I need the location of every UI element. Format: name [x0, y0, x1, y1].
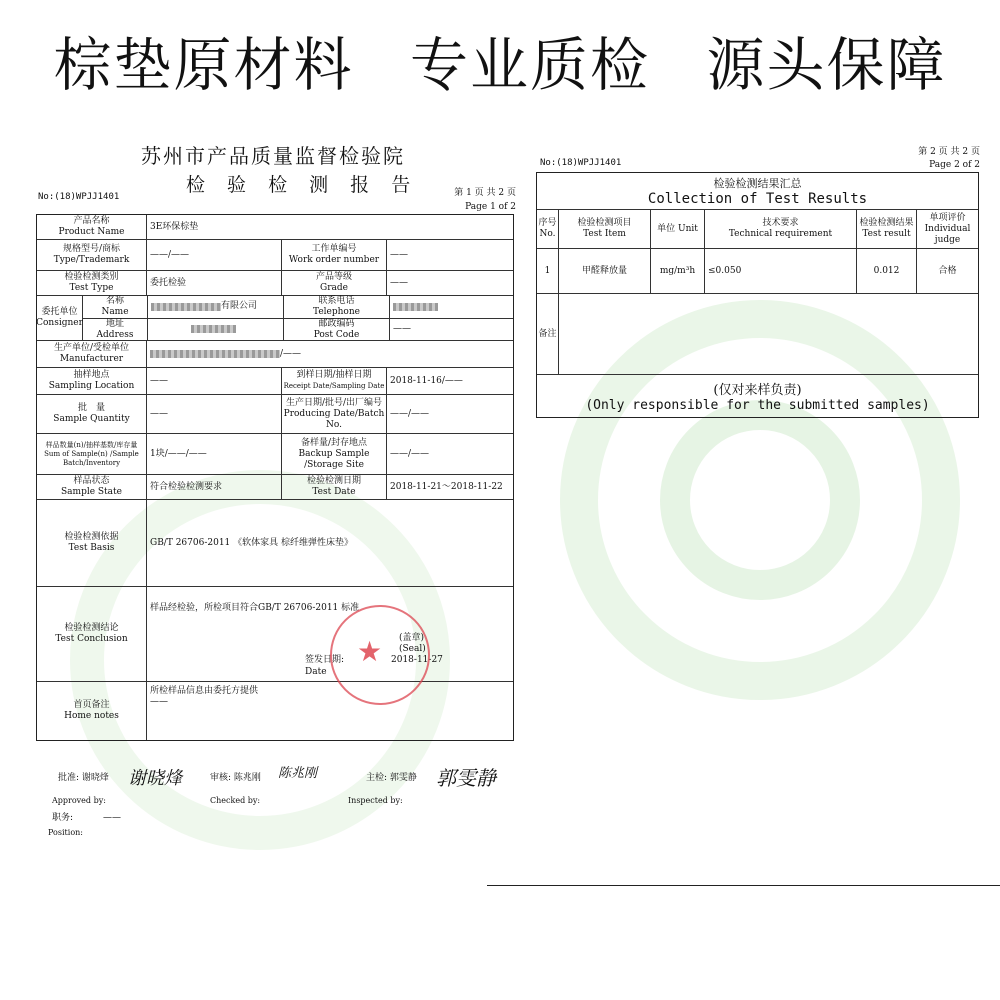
- value-cell: 2018-11-21～2018-11-22: [390, 481, 503, 492]
- label-cell: 生产单位/受检单位 Manufacturer: [37, 341, 147, 367]
- institute-name: 苏州市产品质量监督检验院: [141, 144, 405, 168]
- cell-requirement: ≤0.050: [705, 249, 857, 293]
- remark-label: 备注: [537, 294, 559, 374]
- cell-item: 甲醛释放量: [559, 249, 651, 293]
- value-cell: ——/——: [390, 408, 430, 419]
- cell-seq: 1: [537, 249, 559, 293]
- value-cell: ——/——: [147, 240, 282, 270]
- header-cell: 技术要求 Technical requirement: [705, 210, 857, 248]
- checked-label: 审核: 陈兆刚: [210, 773, 261, 783]
- results-title-en: Collection of Test Results: [647, 191, 868, 207]
- header-cell: 序号 No.: [537, 210, 559, 248]
- redacted-text: [151, 303, 221, 311]
- label-cell: 联系电话 Telephone: [284, 296, 389, 319]
- value-cell: GB/T 26706-2011 《软体家具 棕纤维弹性床垫》: [150, 537, 353, 548]
- header-cell: 检验检测结果 Test result: [857, 210, 917, 248]
- table-header-row: [537, 210, 978, 249]
- label-cell: 产品名称 Product Name: [37, 215, 147, 239]
- value-cell: 所检样品信息由委托方提供 ——: [150, 686, 259, 707]
- cell-judge: 合格: [938, 265, 957, 276]
- approved-label: 批准: 谢晓烽: [58, 773, 109, 783]
- footer-en: (Only responsible for the submitted samples): [585, 398, 930, 413]
- label-cell: 样品数量(n)/抽样基数/库存量 Sum of Sample(n) /Sample Batch/Inventory: [37, 434, 147, 474]
- approved-signature: 谢晓烽: [128, 768, 182, 789]
- sub-label-group: [284, 296, 390, 340]
- results-title: [537, 173, 978, 210]
- value-cell: ——: [393, 323, 411, 334]
- value-cell: ——: [390, 249, 408, 260]
- table-row: [37, 587, 513, 682]
- value-cell: 符合检验检测要求: [147, 475, 282, 499]
- table-row: [37, 215, 513, 240]
- label-cell: 委托单位 Consigner: [37, 296, 83, 340]
- label-cell: 样品状态 Sample State: [37, 475, 147, 499]
- remark-row: [537, 294, 978, 375]
- page-zh: 第 1 页 共 2 页: [454, 188, 516, 198]
- header-cell: 单项评价 Individual judge: [924, 212, 971, 245]
- label-cell: 工作单编号 Work order number: [282, 240, 387, 270]
- table-row: [537, 249, 978, 294]
- page-indicator-p2: [890, 146, 980, 172]
- banner-title: [0, 18, 1000, 102]
- table-row: [37, 341, 513, 368]
- value-group: [390, 296, 513, 340]
- results-footer: [537, 375, 978, 417]
- watermark-ring: [660, 400, 860, 600]
- report-number-p2: No:(18)WPJJ1401: [540, 158, 622, 168]
- label-cell: 批 量 Sample Quantity: [37, 395, 147, 433]
- banner-text-2: 专业质检: [409, 31, 650, 99]
- footer-zh: (仅对来样负责): [713, 383, 802, 398]
- seal-label-en: (Seal): [399, 644, 426, 654]
- table-row: [37, 682, 513, 740]
- divider-line: [487, 885, 1000, 886]
- results-table: [536, 172, 979, 418]
- issue-date-value: 2018-11-27: [391, 655, 443, 665]
- label-cell: 地址 Address: [96, 319, 134, 340]
- label-cell: 首页备注 Home notes: [37, 682, 147, 740]
- inspected-signature: 郭雯静: [436, 766, 496, 790]
- position-en: Position:: [48, 828, 83, 837]
- label-cell: 检验检测结论 Test Conclusion: [37, 587, 147, 681]
- table-row: [37, 475, 513, 500]
- approved-by-en: Approved by:: [52, 796, 106, 805]
- redacted-text: [150, 350, 280, 358]
- table-row: [37, 368, 513, 395]
- table-row: [37, 296, 513, 341]
- value-cell: 1块/——/——: [147, 434, 282, 474]
- page-zh: 第 2 页 共 2 页: [918, 147, 980, 157]
- label-cell: 产品等级 Grade: [282, 271, 387, 295]
- inspected-label: 主检: 郭雯静: [366, 773, 417, 783]
- label-cell: 到样日期/抽样日期 Receipt Date/Sampling Date: [282, 368, 387, 394]
- table-row: [37, 434, 513, 475]
- value-cell: ——: [147, 395, 282, 433]
- value-cell: ——: [147, 368, 282, 394]
- cell-result: 0.012: [857, 249, 917, 293]
- label-cell: 检验检测依据 Test Basis: [37, 500, 147, 586]
- label-cell: 名称 Name: [83, 296, 147, 319]
- value-cell: [390, 296, 513, 319]
- report-title: 检 验 检 测 报 告: [186, 174, 419, 196]
- value-group: [148, 296, 284, 340]
- banner-text-3: 源头保障: [706, 31, 947, 99]
- redacted-text: [393, 303, 438, 311]
- checked-signature: 陈兆刚: [278, 766, 318, 781]
- table-row: [37, 395, 513, 434]
- page-indicator: [454, 186, 516, 214]
- issue-date-label-en: Date: [305, 667, 327, 677]
- value-cell: 3E环保棕垫: [150, 221, 199, 232]
- star-icon: ★: [357, 635, 383, 668]
- value-cell: 委托检验: [147, 271, 282, 295]
- label-cell: 抽样地点 Sampling Location: [37, 368, 147, 394]
- label-cell: 备样量/封存地点 Backup Sample /Storage Site: [282, 434, 387, 474]
- value-cell: 样品经检验，所检项目符合GB/T 26706-2011 标准 (盖章) (Seal) 签发日期: Date 2018-11-27: [150, 603, 443, 677]
- checked-by-en: Checked by:: [210, 796, 261, 805]
- table-row: [37, 240, 513, 271]
- report-table: [36, 214, 514, 741]
- report-number: No:(18)WPJJ1401: [38, 192, 120, 202]
- value-cell: 2018-11-16/——: [390, 375, 463, 386]
- position-label: 职务: ——: [52, 813, 122, 823]
- results-title-zh: 检验检测结果汇总: [713, 177, 802, 190]
- redacted-text: [191, 325, 236, 333]
- header-cell: 单位 Unit: [651, 210, 705, 248]
- value-cell: 有限公司: [148, 296, 283, 319]
- inspected-by-en: Inspected by:: [348, 796, 403, 805]
- seal-label: (盖章): [399, 633, 425, 643]
- page-en: Page 1 of 2: [465, 202, 516, 212]
- cell-unit: mg/m³h: [651, 249, 705, 293]
- banner-text-1: 棕垫原材料: [53, 31, 354, 99]
- label-cell: 检验检测类别 Test Type: [37, 271, 147, 295]
- remark-value: [559, 294, 978, 374]
- page-en: Page 2 of 2: [929, 160, 980, 170]
- value-cell: [148, 319, 283, 341]
- label-cell: 生产日期/批号/出厂编号 Producing Date/Batch No.: [282, 395, 387, 433]
- value-cell: /——: [147, 341, 513, 367]
- table-row: [37, 271, 513, 296]
- header-cell: 检验检测项目 Test Item: [559, 210, 651, 248]
- label-cell: 检验检测日期 Test Date: [282, 475, 387, 499]
- label-cell: 规格型号/商标 Type/Trademark: [37, 240, 147, 270]
- label-cell: 邮政编码 Post Code: [313, 319, 360, 340]
- value-cell: ——/——: [390, 448, 430, 459]
- sub-label-group: [83, 296, 148, 340]
- value-cell: ——: [390, 277, 408, 288]
- issue-date-label: 签发日期:: [305, 655, 345, 665]
- table-row: [37, 500, 513, 587]
